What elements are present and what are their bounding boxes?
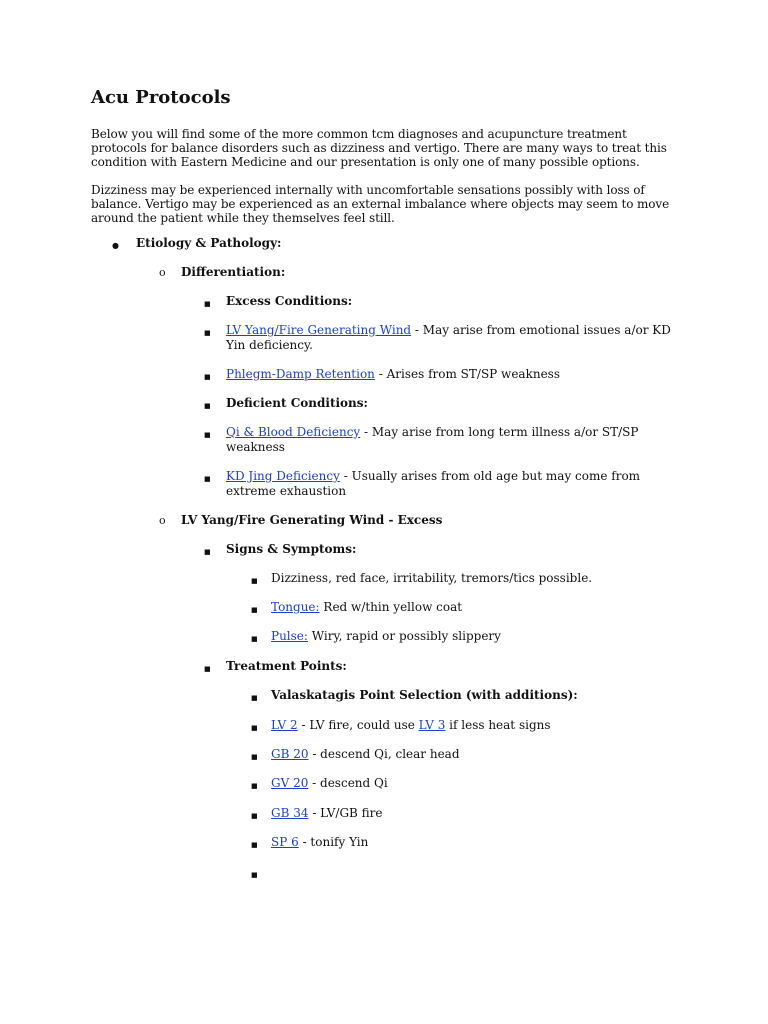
list-item-deficient-conditions: ■ Deficient Conditions: (226, 396, 368, 411)
list-item-kd-jing: ■ KD Jing Deficiency - Usually arises from old age but may come from extreme exhaustion (204, 469, 641, 498)
bullet-square-icon: ■ (251, 753, 258, 761)
list-item-point-sp6: ■ SP 6 - tonify Yin (271, 835, 368, 850)
bullet-square-icon: ■ (204, 431, 211, 439)
list-item-etiology: ● Etiology & Pathology: (136, 236, 281, 251)
list-item-treatment-points: ■ Treatment Points: (226, 659, 347, 674)
bullet-square-icon: ■ (204, 665, 211, 673)
list-item-pulse: ■ Pulse: Wiry, rapid or possibly slippery (271, 629, 501, 644)
list-item-point-gv20: ■ GV 20 - descend Qi (271, 776, 388, 791)
list-item-excess-conditions: ■ Excess Conditions: (226, 294, 352, 309)
bullet-square-icon: ■ (204, 329, 211, 337)
bullet-circle-icon: o (159, 514, 166, 527)
list-item-point-gb34: ■ GB 34 - LV/GB fire (271, 806, 383, 821)
bullet-circle-icon: o (159, 266, 166, 279)
link-gb20[interactable]: GB 20 (271, 747, 309, 761)
link-qi-blood[interactable]: Qi & Blood Deficiency (226, 425, 361, 439)
bullet-square-icon: ■ (251, 635, 258, 643)
list-item-tongue: ■ Tongue: Red w/thin yellow coat (271, 600, 462, 615)
bullet-square-icon: ■ (251, 606, 258, 614)
link-kd-jing[interactable]: KD Jing Deficiency (226, 469, 340, 483)
document-page (91, 86, 691, 239)
bullet-square-icon: ■ (204, 548, 211, 556)
list-item-differentiation: o Differentiation: (159, 265, 286, 279)
definition-paragraph: Dizziness may be experienced internally with uncomfortable sensations possibly with loss of balance. Vertigo may be experienced as an external imbalance where objects may seem to move around the patient while they themselves feel still. (91, 183, 670, 225)
list-item-symptom: ■ Dizziness, red face, irritability, tremors/tics possible. (271, 571, 592, 586)
bullet-square-icon: ■ (251, 724, 258, 732)
list-item-point-gb20: ■ GB 20 - descend Qi, clear head (271, 747, 460, 762)
bullet-square-icon: ■ (251, 782, 258, 790)
list-item-phlegm: ■ Phlegm-Damp Retention - Arises from ST/SP weakness (226, 367, 560, 382)
bullet-square-icon: ■ (251, 871, 258, 879)
link-lv2[interactable]: LV 2 (271, 718, 298, 732)
list-item-lv-yang: ■ LV Yang/Fire Generating Wind - May arise from emotional issues a/or KD Yin deficiency. (204, 323, 671, 352)
list-item-signs-symptoms: ■ Signs & Symptoms: (226, 542, 356, 557)
bullet-square-icon: ■ (204, 402, 211, 410)
link-pulse[interactable]: Pulse: (271, 629, 308, 643)
bullet-square-icon: ■ (251, 812, 258, 820)
link-lv-yang-fire[interactable]: LV Yang/Fire Generating Wind (226, 323, 412, 337)
link-phlegm-damp[interactable]: Phlegm-Damp Retention (226, 367, 375, 381)
list-item-point-lv2: ■ LV 2 - LV fire, could use LV 3 if less heat signs (271, 718, 551, 733)
bullet-square-icon: ■ (204, 373, 211, 381)
intro-paragraph: Below you will find some of the more common tcm diagnoses and acupuncture treatment protocols for balance disorders such as dizziness and vertigo. There are many ways to treat this condition with Eastern Medicine and our presentation is only one of many possible options. (91, 127, 667, 169)
list-item-lv-section: o LV Yang/Fire Generating Wind - Excess (159, 513, 443, 527)
link-gv20[interactable]: GV 20 (271, 776, 309, 790)
bullet-square-icon: ■ (204, 300, 211, 308)
bullet-square-icon: ■ (251, 694, 258, 702)
bullet-disc-icon: ● (112, 241, 119, 250)
bullet-square-icon: ■ (251, 841, 258, 849)
list-item-qi-blood: ■ Qi & Blood Deficiency - May arise from long term illness a/or ST/SP weakness (204, 425, 639, 454)
list-item-selection: ■ Valaskatagis Point Selection (with additions): (271, 688, 578, 703)
page-title: Acu Protocols (91, 87, 231, 108)
link-gb34[interactable]: GB 34 (271, 806, 309, 820)
bullet-square-icon: ■ (251, 577, 258, 585)
link-sp6[interactable]: SP 6 (271, 835, 299, 849)
bullet-square-icon: ■ (204, 475, 211, 483)
link-tongue[interactable]: Tongue: (271, 600, 320, 614)
link-lv3[interactable]: LV 3 (418, 718, 446, 732)
